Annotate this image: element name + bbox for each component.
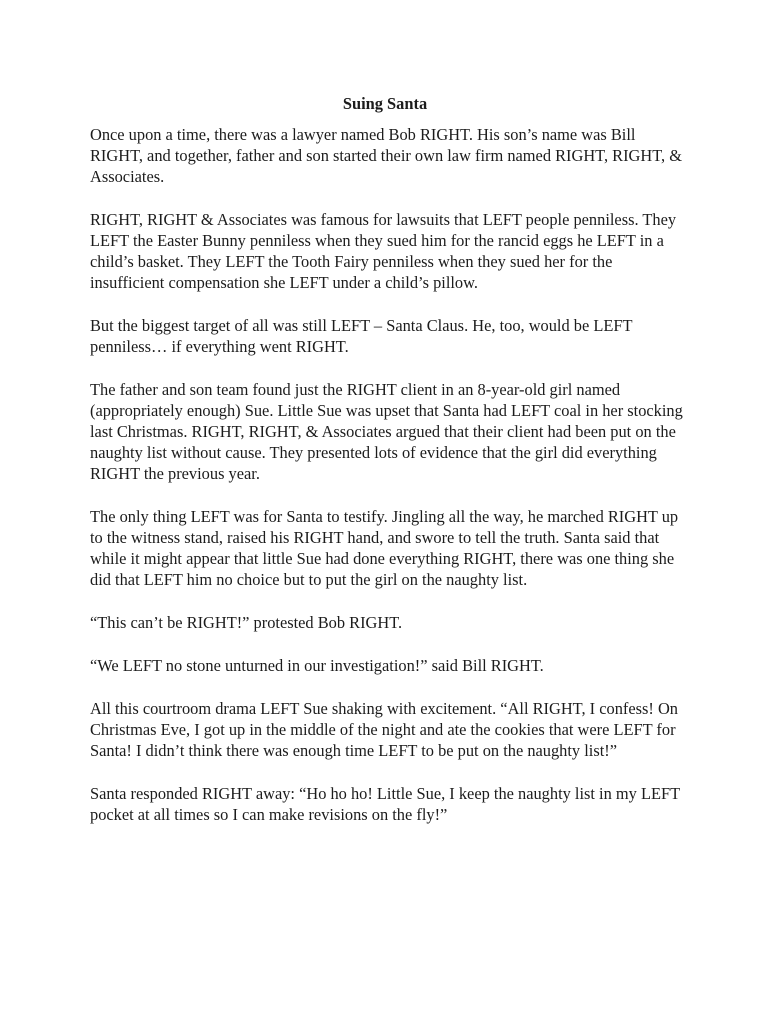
paragraph: The father and son team found just the RIGHT client in an 8-year-old girl named (appropriately enough) Sue. Little Sue was upset that Santa had LEFT coal in her stocking last Christmas. RIGHT, RIGHT, & Associates argued that their client had been put on the naughty list without cause. They presented lots of evidence that the girl did everything RIGHT the previous year.: [90, 380, 683, 483]
paragraph: All this courtroom drama LEFT Sue shaking with excitement. “All RIGHT, I confess! On Christmas Eve, I got up in the middle of the night and ate the cookies that were LEFT for Santa! I didn’t think there was enough time LEFT to be put on the naughty list!”: [90, 699, 678, 760]
paragraph: But the biggest target of all was still LEFT – Santa Claus. He, too, would be LEFT penniless… if everything went RIGHT.: [90, 316, 633, 356]
paragraph: The only thing LEFT was for Santa to testify. Jingling all the way, he marched RIGHT up to the witness stand, raised his RIGHT hand, and swore to tell the truth. Santa said that while it might appear that little Sue had done everything RIGHT, there was one thing she did that LEFT him no choice but to put the girl on the naughty list.: [90, 507, 679, 589]
paragraph: Santa responded RIGHT away: “Ho ho ho! Little Sue, I keep the naughty list in my LEFT pocket at all times so I can make revisions on the fly!”: [90, 784, 680, 824]
paragraph: Once upon a time, there was a lawyer named Bob RIGHT. His son’s name was Bill RIGHT, and together, father and son started their own law firm named RIGHT, RIGHT, & Associates.: [90, 125, 682, 186]
paragraph: “This can’t be RIGHT!” protested Bob RIGHT.: [90, 613, 403, 632]
paragraph: “We LEFT no stone unturned in our investigation!” said Bill RIGHT.: [90, 656, 544, 675]
document-body: [90, 93, 690, 847]
paragraph: RIGHT, RIGHT & Associates was famous for lawsuits that LEFT people penniless. They LEFT the Easter Bunny penniless when they sued him for the rancid eggs he LEFT in a child’s basket. They LEFT the Tooth Fairy penniless when they sued her for the insufficient compensation she LEFT under a child’s pillow.: [90, 210, 677, 292]
document-title: Suing Santa: [342, 94, 428, 113]
